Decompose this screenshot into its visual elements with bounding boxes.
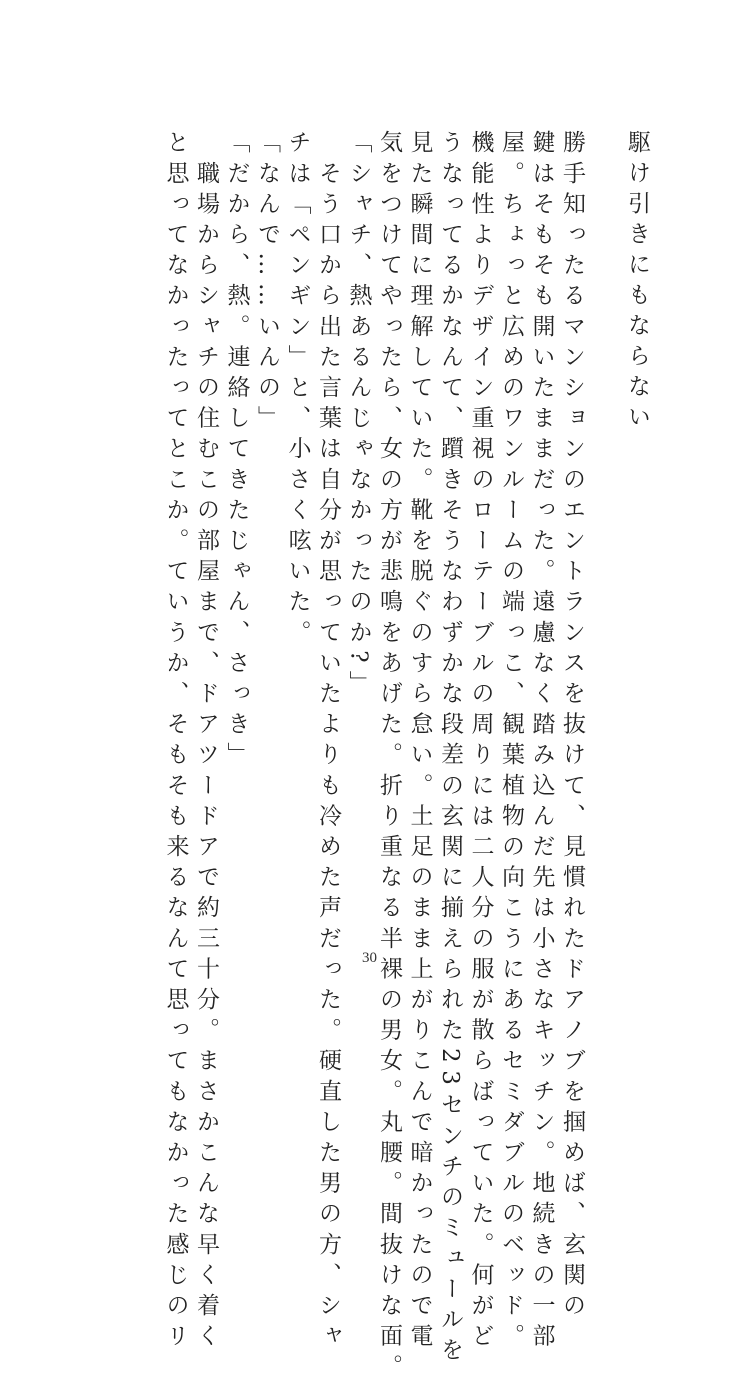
text-line: 機能性よりデザイン重視のローテーブルの周りには二人分の服が散らばっていた。何がど (467, 130, 494, 1354)
text-line: と思ってなかったってとこか。ていうか、そもそも来るなんて思ってもなかった感じのリ (162, 130, 189, 1354)
chapter-title: 駆け引きにもならない (624, 130, 650, 435)
text-line: 鍵はそもそも開いたままだった。遠慮なく踏み込んだ先は小さなキッチン。地続きの一部 (528, 130, 555, 1354)
text-line: そう口から出た言葉は自分が思っていたよりも冷めた声だった。硬直した男の方、シャ (315, 130, 341, 1354)
text-line: うなってるかなんて、躓きそうなわずかな段差の玄関に揃えられた23センチのミュールを (437, 130, 463, 1368)
text-line: 勝手知ったるマンションのエントランスを抜けて、見慣れたドアノブを掴めば、玄関の (559, 130, 585, 1324)
dialogue-line: 「だから、熱。連絡してきたじゃん、さっき」 (223, 130, 250, 773)
dialogue-line: 「なんで……いんの」 (254, 130, 280, 436)
dialogue-line: 「シャチ、熱あるんじゃなかったのか?」 (345, 130, 372, 701)
text-line: 気をつけてやったら、女の方が悲鳴をあげた。折り重なる半裸の男女。丸腰。間抜けな面。 (376, 130, 402, 1385)
text-line: 屋。ちょっと広めのワンルームの端っこ、観葉植物の向こうにあるセミダブルのベッド。 (498, 130, 524, 1354)
text-line: チは「ペンギン」と、小さく呟いた。 (284, 130, 311, 651)
text-line: 職場からシャチの住むこの部屋まで、ドアツードアで約三十分。まさかこんな早く着く (193, 130, 219, 1354)
page-number: 30 (362, 950, 377, 966)
text-line: 見た瞬間に理解していた。靴を脱ぐのすら怠い。土足のまま上がりこんで暗かったので電 (406, 130, 433, 1354)
